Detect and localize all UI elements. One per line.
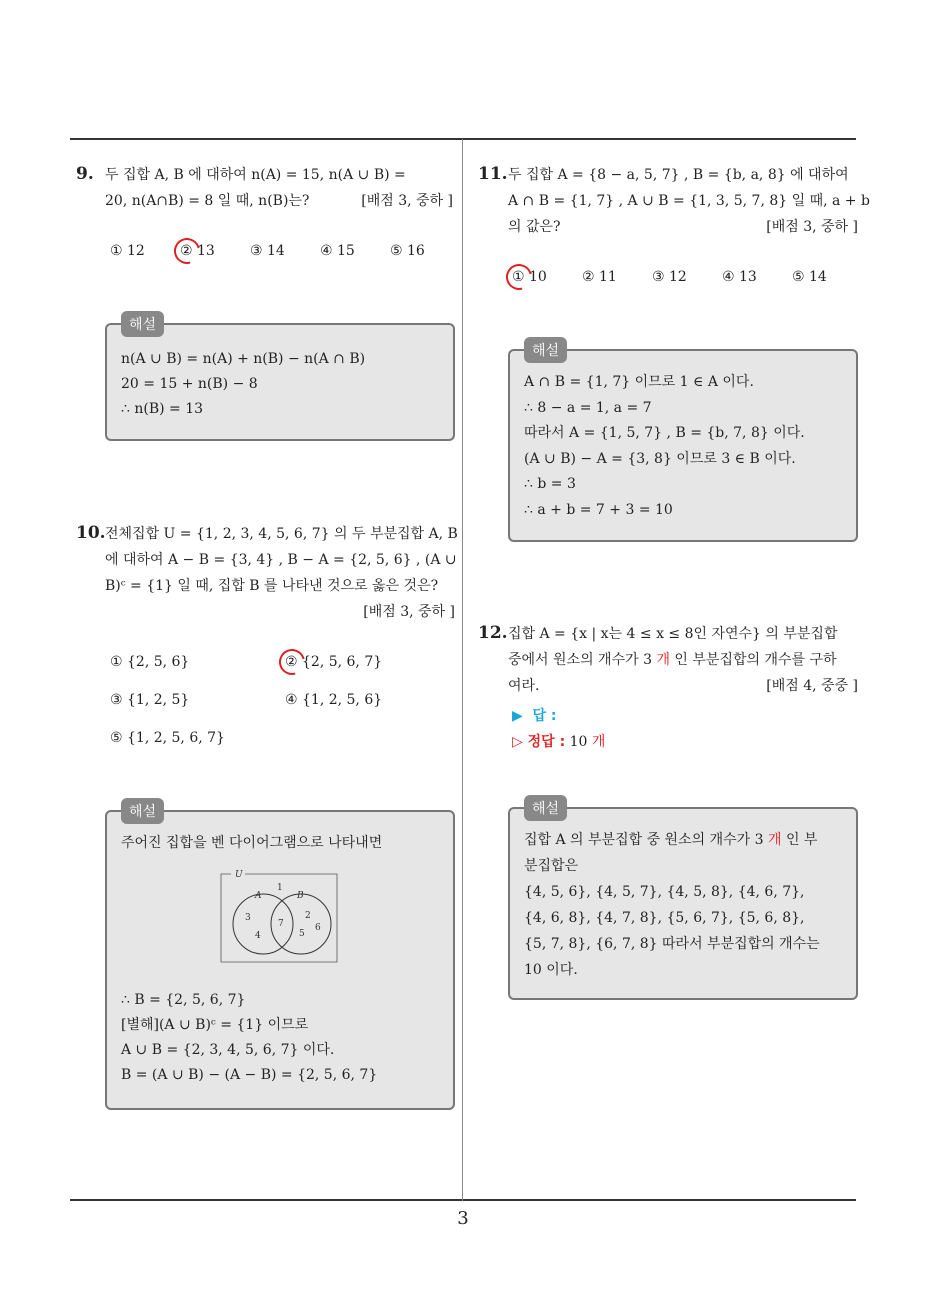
correct-answer-row xyxy=(512,731,605,751)
question-11-solution-box xyxy=(508,343,858,542)
question-line: 두 집합 A, B 에 대하여 n(A) = 15, n(A ∪ B) = xyxy=(105,167,406,183)
question-9-text xyxy=(105,162,453,214)
points-label: [배점 3, 중하 ] xyxy=(363,604,455,620)
correct-answer-unit: 개 xyxy=(591,734,606,750)
question-11-text xyxy=(508,162,870,240)
solution-line: {4, 6, 8}, {4, 7, 8}, {5, 6, 7}, {5, 6, 8}, xyxy=(524,910,805,926)
choice-1[interactable]: ① {2, 5, 6} xyxy=(110,654,190,670)
solution-line: 10 이다. xyxy=(524,962,578,978)
selected-mark-icon xyxy=(501,259,537,295)
choice-4[interactable]: ④ 13 xyxy=(722,269,757,285)
solution-text: 집합 A 의 부분집합 중 원소의 개수가 3 xyxy=(524,832,768,848)
choice-2[interactable] xyxy=(180,243,250,259)
venn-num-3: 3 xyxy=(245,913,251,923)
choice-2[interactable]: ② 11 xyxy=(582,269,617,285)
question-11-number: 11. xyxy=(478,164,508,184)
choice-2[interactable] xyxy=(285,654,382,670)
solution-tag: 해설 xyxy=(524,337,567,363)
column-divider xyxy=(462,139,463,1201)
choice-1-label: ① 10 xyxy=(512,269,547,285)
choice-2-label: ② {2, 5, 6, 7} xyxy=(285,654,383,670)
correct-answer-value: 10 xyxy=(569,734,592,750)
solution-tag: 해설 xyxy=(524,795,567,821)
venn-num-5: 5 xyxy=(299,929,305,939)
solution-line: ∴ b = 3 xyxy=(524,476,576,492)
question-12-number: 12. xyxy=(478,623,508,643)
points-label: [배점 4, 중중 ] xyxy=(766,678,858,694)
choice-3[interactable]: ③ 14 xyxy=(250,243,285,259)
solution-line: n(A ∪ B) = n(A) + n(B) − n(A ∩ B) xyxy=(121,351,366,367)
choice-5[interactable]: ⑤ 16 xyxy=(390,243,425,259)
question-line xyxy=(105,188,453,214)
solution-line: ∴ a + b = 7 + 3 = 10 xyxy=(524,501,673,518)
choice-4[interactable]: ④ {1, 2, 5, 6} xyxy=(285,692,383,708)
solution-intro: 주어진 집합을 벤 다이어그램으로 나타내면 xyxy=(121,835,383,851)
solution-line: {5, 7, 8}, {6, 7, 8} 따라서 부분집합의 개수는 xyxy=(524,936,820,952)
question-12-text xyxy=(508,621,858,699)
solution-line: (A ∪ B) − A = {3, 8} 이므로 3 ∈ B 이다. xyxy=(524,450,796,467)
question-9-solution-box xyxy=(105,317,455,441)
bottom-rule xyxy=(70,1199,856,1201)
solution-line: ∴ B = {2, 5, 6, 7} xyxy=(121,992,246,1008)
solution-tag: 해설 xyxy=(121,311,164,337)
question-10-text xyxy=(105,521,458,625)
venn-label-u: U xyxy=(235,870,243,880)
page-number: 3 xyxy=(457,1208,469,1229)
question-10-number: 10. xyxy=(76,523,106,543)
question-line: 집합 A = {x | x는 4 ≤ x ≤ 8인 자연수} 의 부분집합 xyxy=(508,626,838,642)
choice-1[interactable] xyxy=(512,269,582,285)
answer-input-row[interactable] xyxy=(512,705,557,725)
selected-mark-icon xyxy=(274,644,310,680)
venn-num-1: 1 xyxy=(277,883,283,893)
venn-diagram xyxy=(219,868,349,964)
answer-label: ▶ 답 : xyxy=(512,708,557,724)
choice-3[interactable]: ③ 12 xyxy=(652,269,687,285)
choice-5[interactable]: ⑤ 14 xyxy=(792,269,827,285)
question-12-solution-box xyxy=(508,801,858,1000)
question-text: 인 부분집합의 개수를 구하 xyxy=(669,652,837,668)
question-text: 중에서 원소의 개수가 3 xyxy=(508,652,657,668)
question-line: 에 대하여 A − B = {3, 4} , B − A = {2, 5, 6} , (A ∪ xyxy=(105,552,457,568)
question-line: 두 집합 A = {8 − a, 5, 7} , B = {b, a, 8} 에 대하여 xyxy=(508,167,849,183)
solution-line: ∴ n(B) = 13 xyxy=(121,401,204,417)
points-label: [배점 3, 중하 ] xyxy=(766,219,858,235)
solution-tag: 해설 xyxy=(121,798,164,824)
solution-text: 인 부 xyxy=(781,832,818,848)
unit-highlight: 개 xyxy=(656,652,670,668)
question-line xyxy=(508,673,858,699)
solution-line: 따라서 A = {1, 5, 7} , B = {b, 7, 8} 이다. xyxy=(524,425,805,441)
unit-highlight: 개 xyxy=(767,832,782,848)
question-line: 의 값은? xyxy=(508,219,561,235)
choice-4[interactable]: ④ 15 xyxy=(320,243,355,259)
question-9-number: 9. xyxy=(76,164,94,184)
question-line: B)ᶜ = {1} 일 때, 집합 B 를 나타낸 것으로 옳은 것은? xyxy=(105,578,439,594)
venn-label-a: A xyxy=(255,891,262,901)
solution-line: {4, 5, 6}, {4, 5, 7}, {4, 5, 8}, {4, 6, 7}, xyxy=(524,884,805,900)
venn-num-4: 4 xyxy=(255,931,261,941)
question-line: 20, n(A∩B) = 8 일 때, n(B)는? xyxy=(105,193,310,209)
solution-line: ∴ 8 − a = 1, a = 7 xyxy=(524,399,652,416)
solution-line: [별해](A ∪ B)ᶜ = {1} 이므로 xyxy=(121,1017,309,1033)
solution-line xyxy=(524,827,844,853)
question-line xyxy=(508,647,858,673)
solution-line: 20 = 15 + n(B) − 8 xyxy=(121,376,258,392)
solution-line: A ∪ B = {2, 3, 4, 5, 6, 7} 이다. xyxy=(121,1042,335,1058)
choice-3[interactable]: ③ {1, 2, 5} xyxy=(110,692,190,708)
venn-circle-a xyxy=(233,894,293,954)
choice-1[interactable]: ① 12 xyxy=(110,243,145,259)
question-10-solution-box xyxy=(105,804,455,1110)
solution-line: B = (A ∪ B) − (A − B) = {2, 5, 6, 7} xyxy=(121,1067,378,1083)
question-line xyxy=(508,214,858,240)
question-line: 전체집합 U = {1, 2, 3, 4, 5, 6, 7} 의 두 부분집합 A, B xyxy=(105,526,458,542)
solution-line: A ∩ B = {1, 7} 이므로 1 ∈ A 이다. xyxy=(524,374,754,390)
top-rule xyxy=(70,138,856,140)
selected-mark-icon xyxy=(169,233,205,269)
venn-num-6: 6 xyxy=(315,923,321,933)
question-text: 여라. xyxy=(508,678,540,694)
venn-num-2: 2 xyxy=(305,911,311,921)
question-11-choices xyxy=(512,269,827,285)
points-label: [배점 3, 중하 ] xyxy=(361,193,453,209)
solution-line: 분집합은 xyxy=(524,858,579,874)
choice-2-label: ② 13 xyxy=(180,243,215,259)
choice-5[interactable]: ⑤ {1, 2, 5, 6, 7} xyxy=(110,730,225,746)
venn-num-7: 7 xyxy=(278,919,284,929)
correct-answer-label: ▷ 정답 : xyxy=(512,734,566,750)
question-9-choices xyxy=(110,243,425,259)
venn-label-b: B xyxy=(297,891,304,901)
question-line: A ∩ B = {1, 7} , A ∪ B = {1, 3, 5, 7, 8} 일 때, a + b xyxy=(508,193,870,209)
